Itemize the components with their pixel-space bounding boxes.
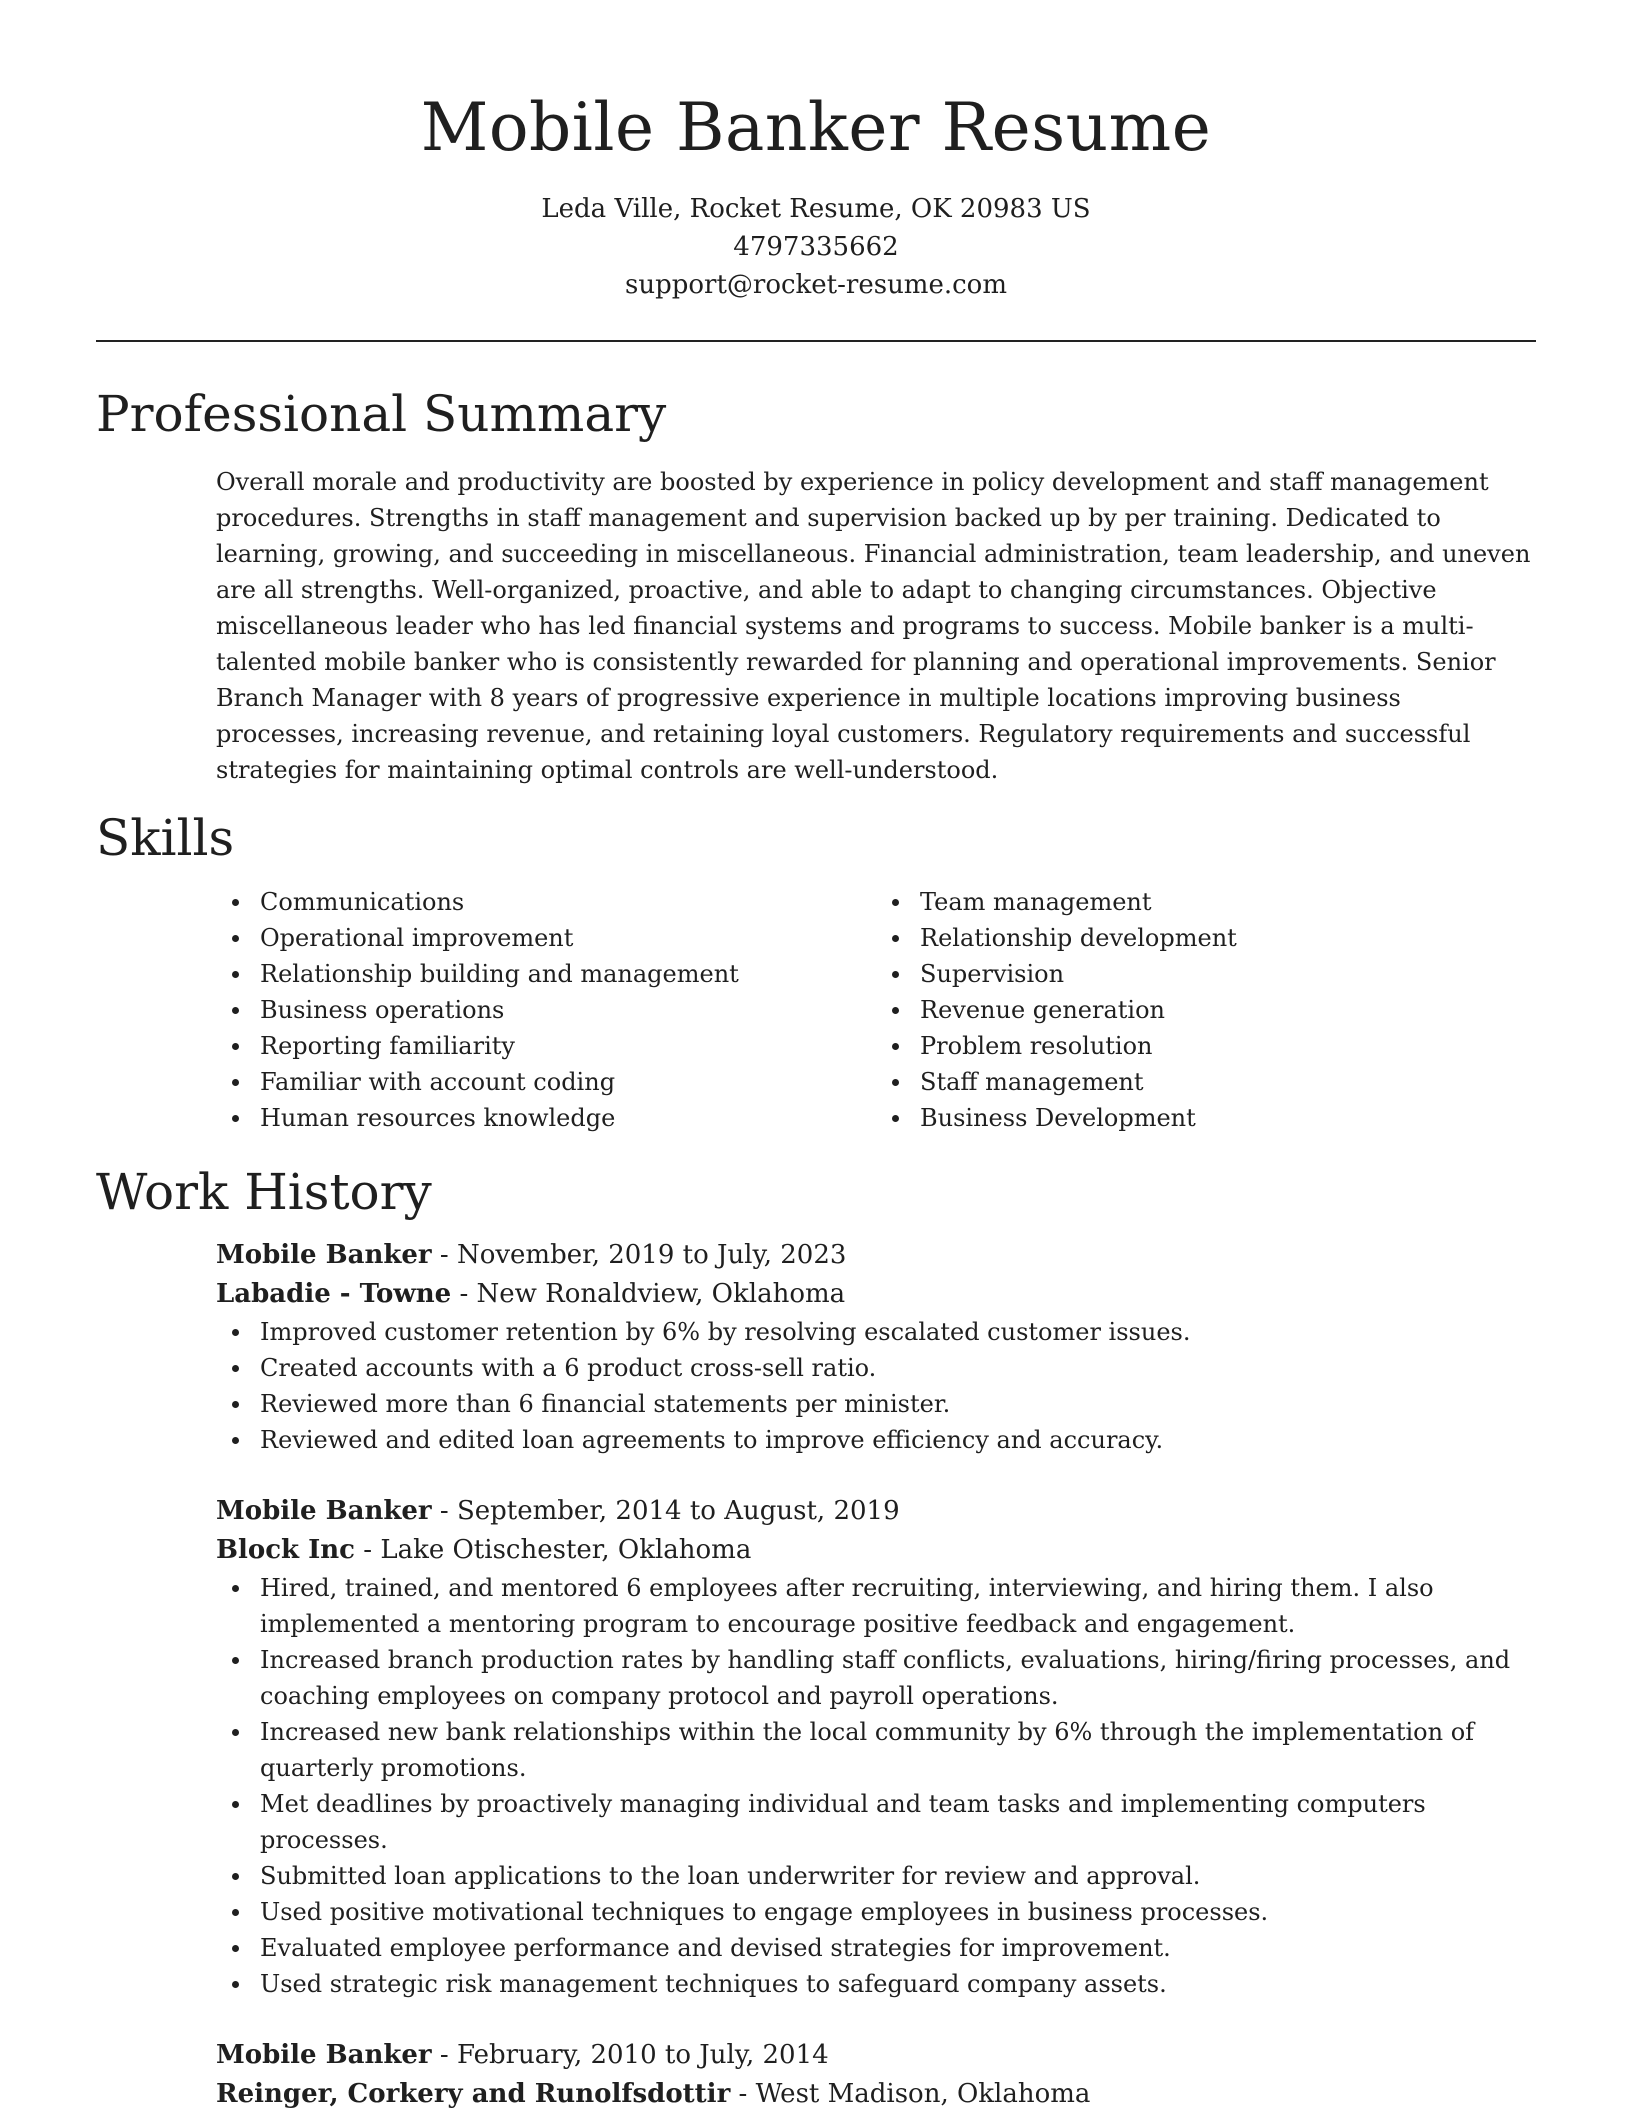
skill-item: Business Development — [920, 1100, 1536, 1136]
job-bullet: Created accounts with a 6 product cross-sell ratio. — [260, 1350, 1536, 1386]
job-bullets — [216, 1314, 1536, 1458]
job-role: Mobile Banker — [216, 2040, 432, 2070]
skill-item: Team management — [920, 884, 1536, 920]
job-title-line — [216, 2036, 1536, 2075]
job-bullet: Used strategic risk management techniques to safeguard company assets. — [260, 1966, 1536, 2002]
resume-page — [96, 0, 1536, 2114]
job-bullet: Met deadlines by proactively managing individual and team tasks and implementing computers processes. — [260, 1786, 1536, 1858]
summary-text: Overall morale and productivity are boosted by experience in policy development and staff management procedures. Strengths in staff management and supervision backed up by per training. Dedicated to learning, growing, and succeeding in miscellaneous. Financial administration, team leadership, and uneven are all strengths. Well-organized, proactive, and able to adapt to changing circumstances. Objective miscellaneous leader who has led financial systems and programs to success. Mobile banker is a multi-talented mobile banker who is consistently rewarded for planning and operational improvements. Senior Branch Manager with 8 years of progressive experience in multiple locations improving business processes, increasing revenue, and retaining loyal customers. Regulatory requirements and successful strategies for maintaining optimal controls are well-understood. — [216, 468, 1531, 784]
job-location: - West Madison, Oklahoma — [730, 2079, 1091, 2109]
job-bullet: Used positive motivational techniques to engage employees in business processes. — [260, 1894, 1536, 1930]
job-title-line — [216, 1236, 1536, 1275]
summary-section — [216, 464, 1536, 788]
skill-item: Human resources knowledge — [260, 1100, 876, 1136]
job-entry — [216, 2036, 1536, 2114]
contact-phone: 4797335662 — [733, 232, 899, 262]
skill-item: Relationship building and management — [260, 956, 876, 992]
job-bullets — [216, 1570, 1536, 2002]
job-company: Block Inc — [216, 1535, 355, 1565]
contact-info — [96, 190, 1536, 304]
job-dates: - November, 2019 to July, 2023 — [431, 1240, 847, 1270]
skills-section — [216, 884, 1536, 1136]
skill-item: Operational improvement — [260, 920, 876, 956]
job-bullet: Increased new bank relationships within the local community by 6% through the implementation of quarterly promotions. — [260, 1714, 1536, 1786]
job-location: - Lake Otischester, Oklahoma — [355, 1535, 752, 1565]
job-company-line — [216, 2075, 1536, 2114]
skill-item: Familiar with account coding — [260, 1064, 876, 1100]
job-entry — [216, 1236, 1536, 1458]
job-company-line — [216, 1275, 1536, 1314]
job-role: Mobile Banker — [216, 1240, 432, 1270]
resume-title: Mobile Banker Resume — [420, 89, 1212, 166]
job-entry — [216, 1492, 1536, 2002]
job-company: Reinger, Corkery and Runolfsdottir — [216, 2079, 731, 2109]
work-heading: Work History — [96, 1163, 432, 1221]
skill-item: Business operations — [260, 992, 876, 1028]
job-bullet: Evaluated employee performance and devised strategies for improvement. — [260, 1930, 1536, 1966]
skills-columns — [216, 884, 1536, 1136]
skills-heading: Skills — [96, 809, 235, 867]
summary-heading: Professional Summary — [96, 385, 667, 443]
work-section — [216, 1236, 1536, 2114]
job-dates: - September, 2014 to August, 2019 — [431, 1496, 900, 1526]
skill-item: Staff management — [920, 1064, 1536, 1100]
skills-list-right — [876, 884, 1536, 1136]
job-company: Labadie - Towne — [216, 1279, 452, 1309]
job-bullet: Improved customer retention by 6% by resolving escalated customer issues. — [260, 1314, 1536, 1350]
job-company-line — [216, 1531, 1536, 1570]
resume-header — [96, 0, 1536, 304]
job-bullet: Reviewed more than 6 financial statements per minister. — [260, 1386, 1536, 1422]
job-bullet: Increased branch production rates by handling staff conflicts, evaluations, hiring/firing processes, and coaching employees on company protocol and payroll operations. — [260, 1642, 1536, 1714]
contact-address: Leda Ville, Rocket Resume, OK 20983 US — [541, 194, 1091, 224]
skill-item: Revenue generation — [920, 992, 1536, 1028]
header-divider — [96, 340, 1536, 342]
skills-list-left — [216, 884, 876, 1136]
skill-item: Supervision — [920, 956, 1536, 992]
skill-item: Problem resolution — [920, 1028, 1536, 1064]
job-location: - New Ronaldview, Oklahoma — [451, 1279, 846, 1309]
job-dates: - February, 2010 to July, 2014 — [431, 2040, 829, 2070]
skill-item: Communications — [260, 884, 876, 920]
job-bullet: Reviewed and edited loan agreements to improve efficiency and accuracy. — [260, 1422, 1536, 1458]
job-bullet: Hired, trained, and mentored 6 employees after recruiting, interviewing, and hiring them. I also implemented a mentoring program to encourage positive feedback and engagement. — [260, 1570, 1536, 1642]
job-role: Mobile Banker — [216, 1496, 432, 1526]
job-title-line — [216, 1492, 1536, 1531]
skill-item: Relationship development — [920, 920, 1536, 956]
skill-item: Reporting familiarity — [260, 1028, 876, 1064]
contact-email: support@rocket-resume.com — [624, 270, 1007, 300]
job-bullet: Submitted loan applications to the loan underwriter for review and approval. — [260, 1858, 1536, 1894]
